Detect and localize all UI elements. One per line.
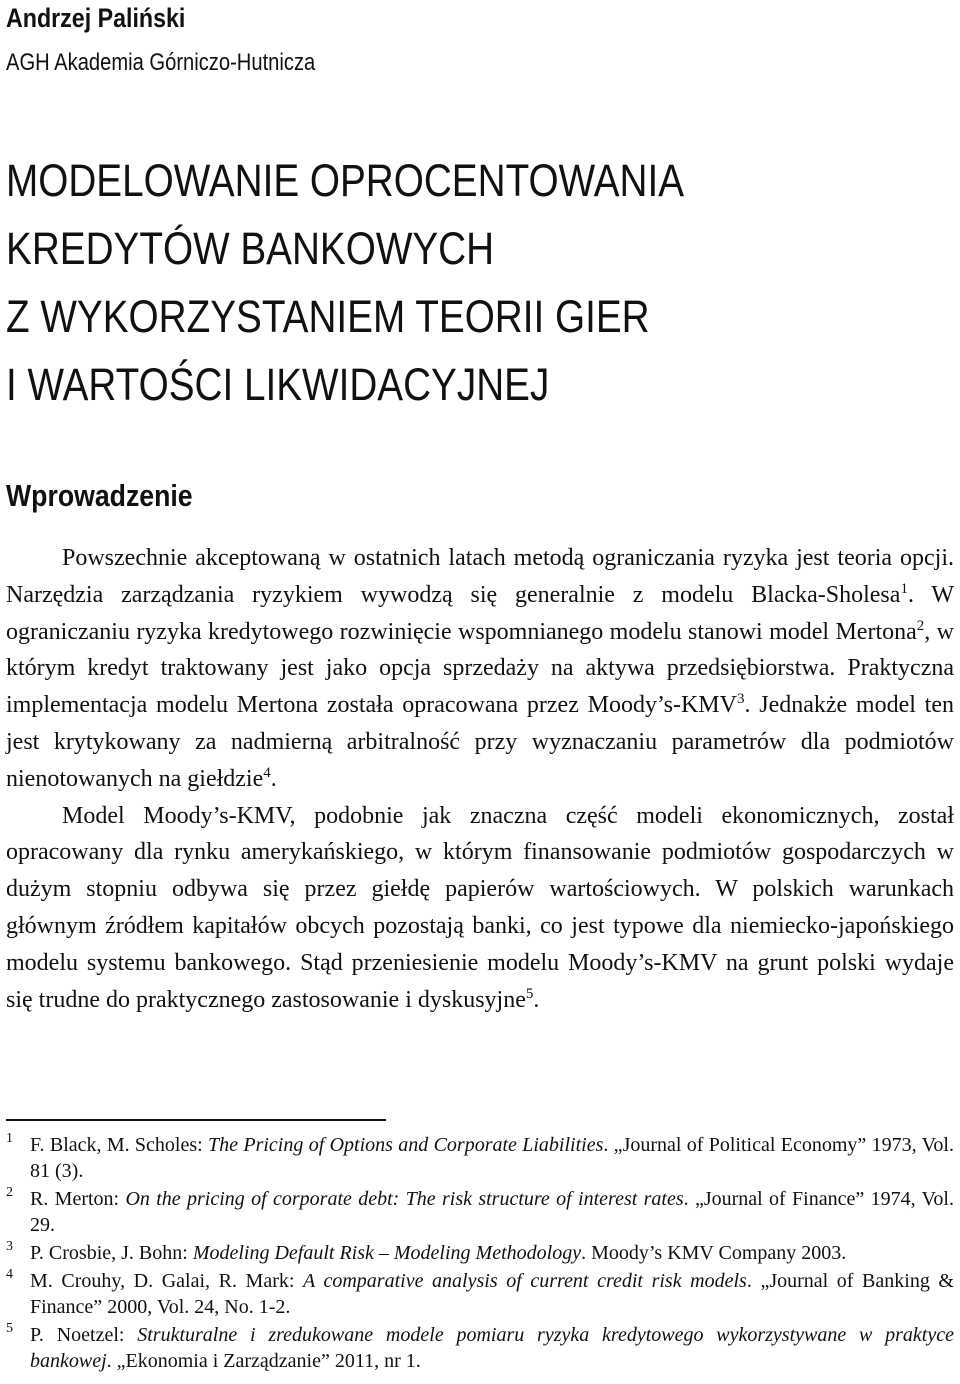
footnote-source: . „Journal of Political Economy” 1973, Vol. 81 (3). [30, 1134, 954, 1182]
title-line-4: I WARTOŚCI LIKWIDACYJNEJ [6, 359, 550, 410]
footnote-title: Strukturalne i zredukowane modele pomiaru ryzyka kredytowego wykorzystywane w praktyce bankowej [30, 1324, 954, 1372]
footnote-number: 1 [6, 1131, 13, 1146]
footnote-separator [6, 1119, 386, 1121]
paragraph-2 [6, 798, 954, 1019]
footnote-number: 3 [6, 1239, 13, 1254]
footnote-ref-1[interactable]: 1 [900, 580, 908, 597]
footnote-number: 5 [6, 1321, 13, 1336]
footnote-source: . „Journal of Finance” 1974, Vol. 29. [30, 1188, 954, 1236]
footnote-ref-2[interactable]: 2 [916, 617, 925, 634]
paragraph-text: Powszechnie akceptowaną w ostatnich latach metodą ograniczania ryzyka jest teoria opcji. Narzędzia zarządzania ryzykiem wywodzą się generalnie z modelu Blacka-Sholesa [6, 545, 954, 608]
footnote-title: On the pricing of corporate debt: The risk structure of interest rates [125, 1188, 684, 1210]
footnote-source: . Moody’s KMV Company 2003. [581, 1242, 847, 1264]
footnote-3 [6, 1240, 954, 1266]
footnote-number: 2 [6, 1185, 13, 1200]
author-affiliation: AGH Akademia Górniczo-Hutnicza [6, 49, 316, 76]
author-name: Andrzej Paliński [6, 3, 186, 33]
body-text [6, 540, 954, 1018]
footnote-1 [6, 1132, 954, 1184]
paragraph-text: . Jednakże model ten jest krytykowany za nadmierną arbitralność przy wyznaczaniu parametrów dla podmiotów nienotowanych na giełdzie [6, 692, 954, 792]
footnote-ref-4[interactable]: 4 [263, 764, 271, 781]
title-line-3: Z WYKORZYSTANIEM TEORII GIER [6, 291, 650, 342]
footnote-source: . „Journal of Banking & Finance” 2000, Vol. 24, No. 1-2. [30, 1270, 954, 1318]
article-title [6, 147, 794, 419]
footnote-5 [6, 1322, 954, 1374]
footnote-number: 4 [6, 1267, 13, 1282]
paragraph-text: . [533, 986, 540, 1013]
paragraph-1 [6, 540, 954, 798]
footnote-authors: R. Merton: [30, 1188, 126, 1210]
footnote-ref-5[interactable]: 5 [525, 985, 534, 1002]
title-line-1: MODELOWANIE OPROCENTOWANIA [6, 155, 685, 206]
footnote-title: A comparative analysis of current credit risk models [303, 1270, 747, 1292]
paragraph-text: . [270, 765, 277, 792]
footnote-4 [6, 1268, 954, 1320]
footnote-ref-3[interactable]: 3 [736, 691, 745, 708]
footnote-authors: P. Noetzel: [30, 1324, 138, 1346]
paragraph-text: , w którym kredyt traktowany jest jako opcja sprzedaży na aktywa przedsiębiorstwa. Praktyczna implementacja modelu Mertona została opracowana przez Moody’s-KMV [6, 618, 954, 719]
footnote-source: . „Ekonomia i Zarządzanie” 2011, nr 1. [106, 1350, 421, 1372]
footnote-authors: F. Black, M. Scholes: [30, 1134, 209, 1156]
footnote-2 [6, 1186, 954, 1238]
paragraph-text: Model Moody’s-KMV, podobnie jak znaczna część modeli ekonomicznych, został opracowany dla rynku amerykańskiego, w którym finansowanie podmiotów gospodarczych w dużym stopniu odbywa się przez giełdę papierów wartościowych. W polskich warunkach głównym źródłem kapitałów obcych pozostają banki, co jest typowe dla niemiecko-japońskiego modelu systemu bankowego. Stąd przeniesienie modelu Moody’s-KMV na grunt polski wydaje się trudne do praktycznego zastosowanie i dyskusyjne [6, 802, 954, 1013]
footnotes [6, 1132, 954, 1376]
title-line-2: KREDYTÓW BANKOWYCH [6, 223, 495, 274]
footnote-authors: M. Crouhy, D. Galai, R. Mark: [30, 1270, 304, 1292]
section-heading: Wprowadzenie [6, 478, 193, 513]
paragraph-text: . W ograniczaniu ryzyka kredytowego rozwinięcie wspomnianego modelu stanowi model Mertona [6, 581, 955, 645]
footnote-title: Modeling Default Risk – Modeling Methodology [192, 1242, 582, 1264]
footnote-title: The Pricing of Options and Corporate Liabilities [208, 1134, 604, 1156]
footnote-authors: P. Crosbie, J. Bohn: [30, 1242, 193, 1264]
